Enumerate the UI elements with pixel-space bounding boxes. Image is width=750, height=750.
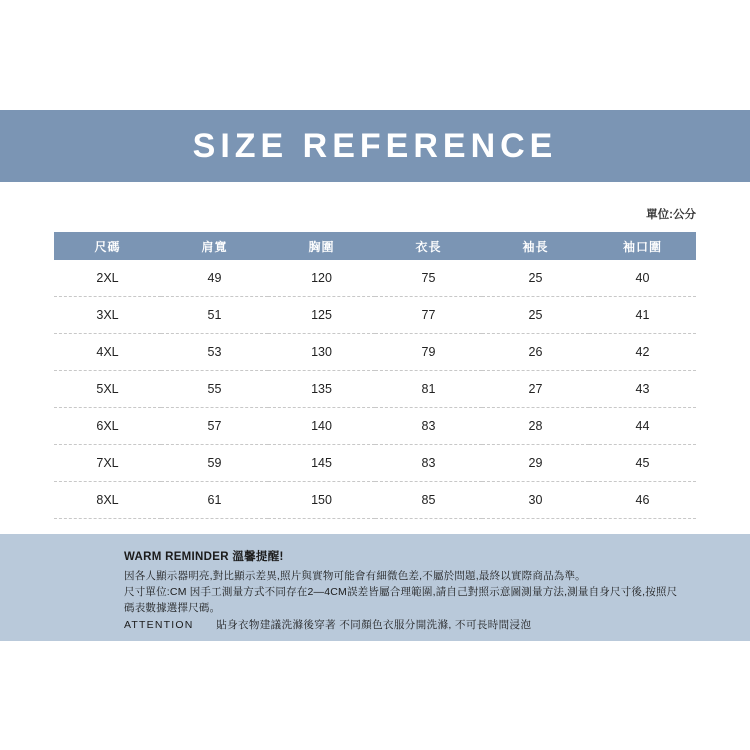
- cell-shoulder: 51: [161, 297, 268, 334]
- title-banner: [0, 110, 750, 182]
- cell-size: 3XL: [54, 297, 161, 334]
- cell-chest: 145: [268, 445, 375, 482]
- table-header-row: [54, 232, 696, 260]
- cell-chest: 150: [268, 482, 375, 519]
- cell-cuff: 46: [589, 482, 696, 519]
- cell-size: 4XL: [54, 334, 161, 371]
- table-row: [54, 445, 696, 482]
- cell-size: 6XL: [54, 408, 161, 445]
- cell-length: 81: [375, 371, 482, 408]
- cell-size: 2XL: [54, 260, 161, 297]
- size-table-head: [54, 232, 696, 260]
- cell-cuff: 45: [589, 445, 696, 482]
- cell-length: 83: [375, 445, 482, 482]
- column-header-cuff: 袖口圍: [589, 232, 696, 260]
- cell-size: 5XL: [54, 371, 161, 408]
- table-row: [54, 482, 696, 519]
- cell-chest: 130: [268, 334, 375, 371]
- attention-text: 貼身衣物建議洗滌後穿著 不同顏色衣服分開洗滌, 不可長時間浸泡: [216, 619, 532, 631]
- cell-sleeve: 26: [482, 334, 589, 371]
- cell-sleeve: 30: [482, 482, 589, 519]
- attention-label: ATTENTION: [124, 619, 194, 631]
- cell-chest: 120: [268, 260, 375, 297]
- cell-cuff: 41: [589, 297, 696, 334]
- size-table-body: [54, 260, 696, 519]
- page-title: SIZE REFERENCE: [191, 123, 560, 170]
- warm-reminder-section: [0, 534, 750, 641]
- warm-reminder-line-2: 尺寸單位:CM 因手工測量方式不同存在2—4CM誤差皆屬合理範圍,請自己對照示意圖測量方法,測量自身尺寸後,按照尺碼表數據選擇尺碼。: [124, 586, 678, 614]
- size-table: [54, 232, 696, 519]
- attention-line: [124, 617, 684, 633]
- cell-cuff: 42: [589, 334, 696, 371]
- warm-reminder-content: [124, 548, 684, 633]
- column-header-length: 衣長: [375, 232, 482, 260]
- size-table-wrapper: [54, 232, 696, 519]
- cell-shoulder: 57: [161, 408, 268, 445]
- table-row: [54, 334, 696, 371]
- cell-shoulder: 55: [161, 371, 268, 408]
- table-row: [54, 260, 696, 297]
- cell-chest: 140: [268, 408, 375, 445]
- cell-length: 79: [375, 334, 482, 371]
- table-row: [54, 371, 696, 408]
- cell-cuff: 40: [589, 260, 696, 297]
- unit-note: 單位:公分: [646, 209, 696, 221]
- table-row: [54, 408, 696, 445]
- table-row: [54, 297, 696, 334]
- cell-shoulder: 61: [161, 482, 268, 519]
- column-header-shoulder: 肩寬: [161, 232, 268, 260]
- cell-shoulder: 59: [161, 445, 268, 482]
- cell-sleeve: 27: [482, 371, 589, 408]
- cell-length: 83: [375, 408, 482, 445]
- cell-length: 85: [375, 482, 482, 519]
- cell-chest: 125: [268, 297, 375, 334]
- cell-shoulder: 49: [161, 260, 268, 297]
- cell-chest: 135: [268, 371, 375, 408]
- cell-cuff: 44: [589, 408, 696, 445]
- cell-sleeve: 29: [482, 445, 589, 482]
- warm-reminder-title: WARM REMINDER 溫馨提醒!: [124, 551, 284, 563]
- cell-length: 75: [375, 260, 482, 297]
- warm-reminder-line-1: 因各人顯示器明亮,對比顯示差異,照片與實物可能會有細微色差,不屬於問題,最終以實際商品為準。: [124, 570, 586, 582]
- cell-sleeve: 25: [482, 260, 589, 297]
- cell-sleeve: 28: [482, 408, 589, 445]
- column-header-sleeve: 袖長: [482, 232, 589, 260]
- cell-shoulder: 53: [161, 334, 268, 371]
- column-header-size: 尺碼: [54, 232, 161, 260]
- cell-cuff: 43: [589, 371, 696, 408]
- cell-length: 77: [375, 297, 482, 334]
- cell-sleeve: 25: [482, 297, 589, 334]
- cell-size: 8XL: [54, 482, 161, 519]
- column-header-chest: 胸圍: [268, 232, 375, 260]
- cell-size: 7XL: [54, 445, 161, 482]
